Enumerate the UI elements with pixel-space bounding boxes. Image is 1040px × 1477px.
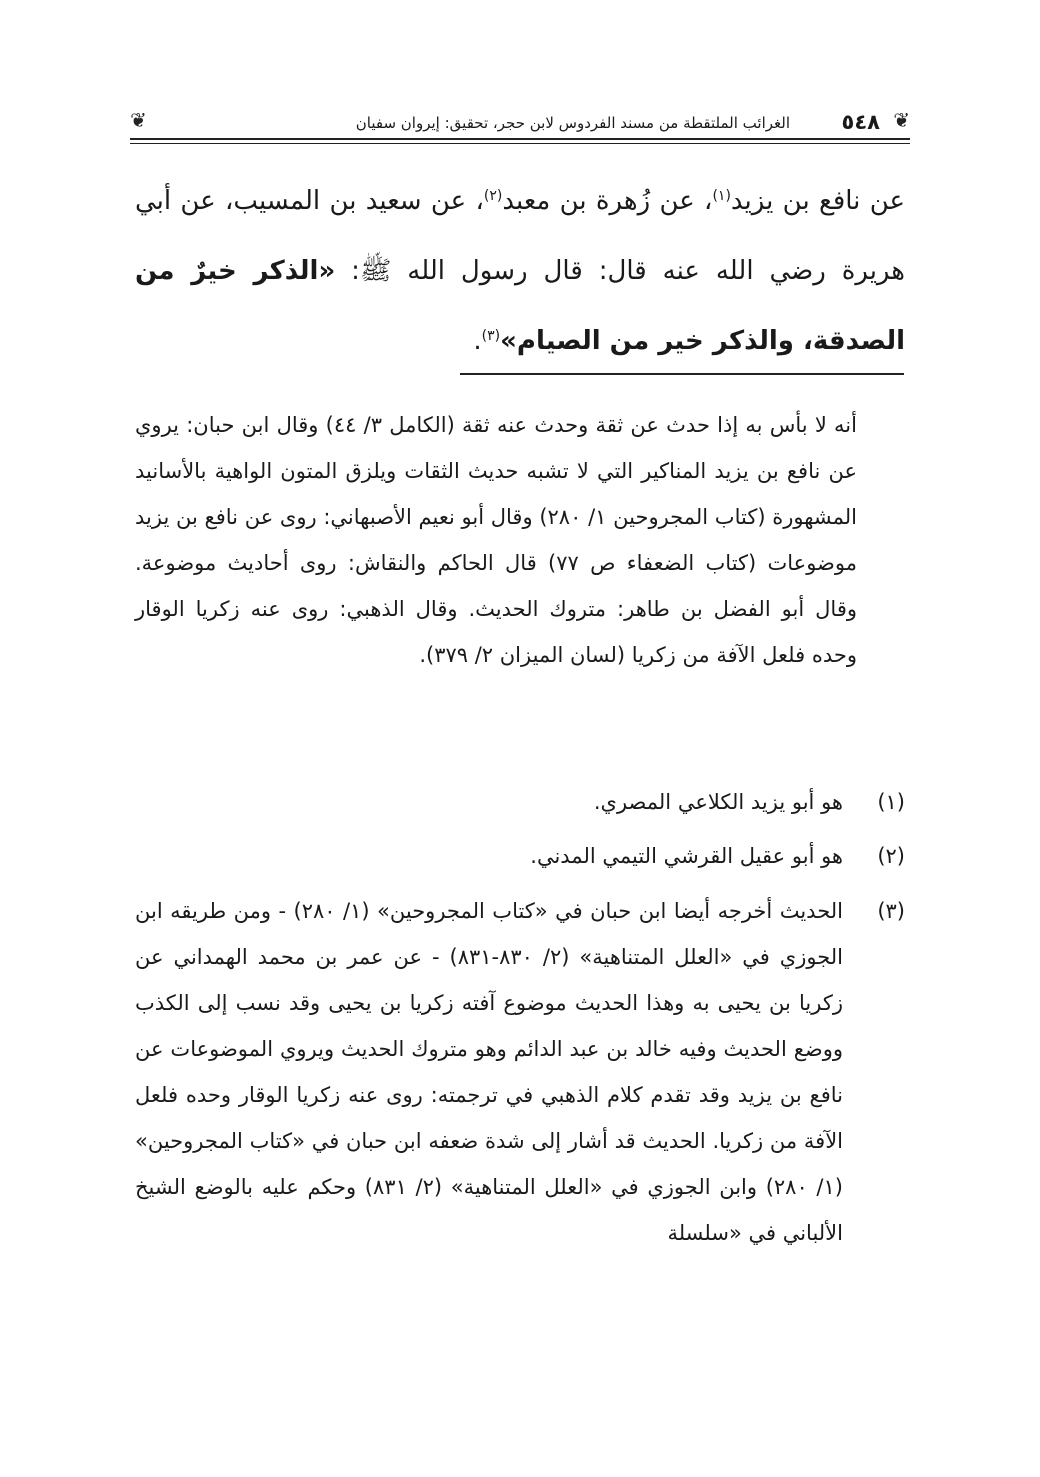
footnote-ref-1: (١) [712, 188, 731, 204]
main-text-part-1: عن نافع بن يزيد [730, 186, 906, 216]
running-header [130, 104, 910, 154]
header-rule-thick [130, 138, 910, 140]
running-title: الغرائب الملتقطة من مسند الفردوس لابن حجر، تحقيق: إيروان سفيان [355, 114, 790, 132]
footnote-number: (١) [877, 790, 905, 814]
footnote-ref-3: (٣) [481, 328, 501, 344]
header-rule-thin [130, 143, 910, 144]
footnote-text: الحديث أخرجه أيضا ابن حبان في «كتاب المجروحين» (١/ ٢٨٠) - ومن طريقه ابن الجوزي في «العلل المتناهية» (٢/ ٨٣٠-٨٣١) - عن عمر بن محمد الهمداني عن زكريا بن يحيى به وهذا الحديث موضوع آفته زكريا بن يحيى وقد نسب إلى الكذب ووضع الحديث وفيه خالد بن عبد الدائم وهو متروك الحديث ويروي الموضوعات عن نافع بن يزيد وقد تقدم كلام الذهبي في ترجمته: روى عنه زكريا الوقار وحده فلعل الآفة من زكريا. الحديث قد أشار إلى شدة ضعفه ابن حبان في «كتاب المجروحين» (١/ ٢٨٠) وابن الجوزي في «العلل المتناهية» (٢/ ٨٣١) وحكم عليه بالوضع الشيخ الألباني في «سلسلة [135, 899, 843, 1245]
main-text-part-3: ، عن سعيد بن المسيب، عن أبي هريرة رضي الله عنه قال: قال رسول الله ﷺ: [135, 186, 905, 286]
footnote-text: هو أبو عقيل القرشي التيمي المدني. [530, 844, 843, 868]
footnote-continuation: أنه لا بأس به إذا حدث عن ثقة وحدث عنه ثقة (الكامل ٣/ ٤٤) وقال ابن حبان: يروي عن نافع بن يزيد المناكير التي لا تشبه حديث الثقات ويلزق المتون الواهية بالأسانيد المشهورة (كتاب المجروحين ١/ ٢٨٠) وقال أبو نعيم الأصبهاني: روى عن نافع بن يزيد موضوعات (كتاب الضعفاء ص ٧٧) قال الحاكم والنقاش: روى أحاديث موضوعة. وقال أبو الفضل بن طاهر: متروك الحديث. وقال الذهبي: روى عنه زكريا الوقار وحده فلعل الآفة من زكريا (لسان الميزان ٢/ ٣٧٩). [135, 413, 857, 667]
footnote-ref-2: (٢) [483, 188, 503, 204]
footnote-separator [460, 373, 904, 375]
main-text-part-2: ، عن زُهرة بن معبد [502, 186, 713, 216]
footnote-number: (٣) [877, 899, 905, 923]
main-text [135, 166, 905, 376]
ornament-right-icon: ❦ [893, 108, 910, 132]
main-text-end: . [473, 326, 482, 356]
hadith-text: «الذكر خيرٌ من الصدقة، والذكر خير من الصيام» [135, 256, 905, 356]
ornament-left-icon: ❦ [130, 108, 147, 132]
footnote-1 [135, 779, 905, 825]
footnote-number: (٢) [877, 844, 905, 868]
footnote-2 [135, 833, 905, 879]
footnote-text: هو أبو يزيد الكلاعي المصري. [593, 790, 843, 814]
footnote-3 [135, 888, 905, 1256]
page-number: ٥٤٨ [841, 110, 880, 134]
